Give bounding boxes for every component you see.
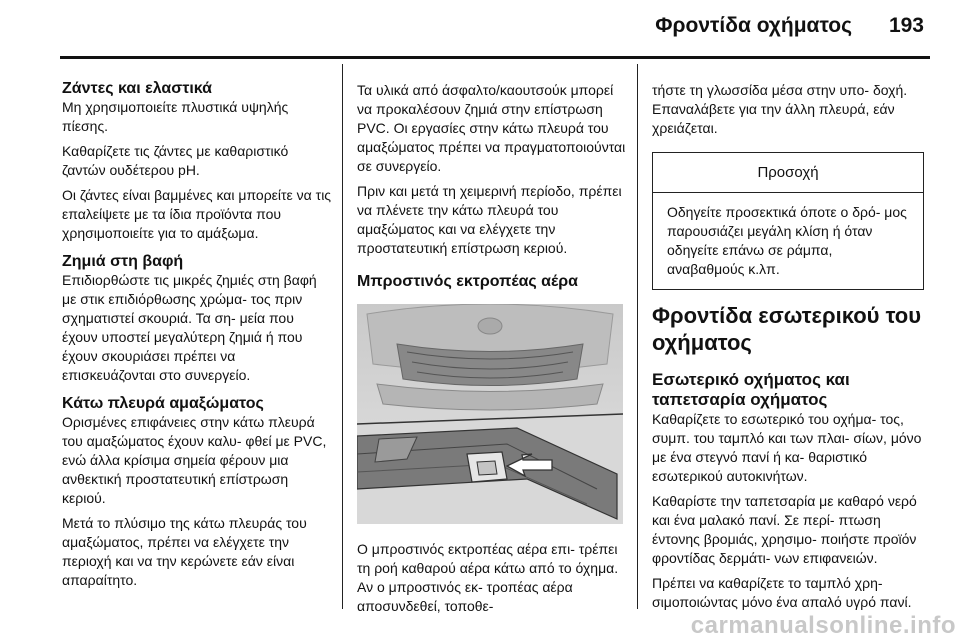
section-title-paint: Ζημιά στη βαφή: [62, 253, 184, 270]
header-rule: [60, 56, 930, 59]
watermark: carmanualsonline.info: [690, 612, 956, 639]
paragraph: Ορισμένες επιφάνειες στην κάτω πλευρά του αμαξώματος έχουν καλυ- φθεί με PVC, ενώ άλλα κρίσιμα σημεία φέρουν μια ανθεκτική προστατευτική επίστρωση κεριού.: [62, 414, 327, 506]
column-3: [652, 64, 924, 618]
paragraph: Καθαρίστε την ταπετσαρία με καθαρό νερό και ένα μαλακό πανί. Σε περί- πτωση έντονης βρομιάς, χρησιμο- ποιήστε προϊόν φροντίδας δερμάτι- νων επιφανειών.: [652, 493, 917, 566]
page-number: 193: [888, 14, 924, 37]
column-divider: [637, 64, 638, 609]
air-deflector-figure: [357, 304, 623, 524]
page-header: [0, 0, 960, 60]
paragraph: Πρέπει να καθαρίζετε το ταμπλό χρη- σιμοποιώντας μόνο ένα απαλό υγρό πανί.: [652, 575, 912, 610]
section-title-wheels: Ζάντες και ελαστικά: [62, 80, 213, 97]
paragraph: Μη χρησιμοποιείτε πλυστικά υψηλής πίεσης.: [62, 99, 289, 134]
section-title-interior: Εσωτερικό οχήματος και ταπετσαρία οχήματος: [652, 370, 850, 409]
paragraph: Οι ζάντες είναι βαμμένες και μπορείτε να τις επαλείψετε με τα ίδια προϊόντα που χρησιμοποιείτε για το αμάξωμα.: [62, 187, 332, 241]
caution-box: [652, 152, 924, 290]
column-2: [357, 64, 627, 622]
paragraph: Ο μπροστινός εκτροπέας αέρα επι- τρέπει τη ροή καθαρού αέρα κάτω από το όχημα. Αν ο μπροστινός εκ- τροπέας αέρα αποσυνδεθεί, τοποθε-: [357, 541, 619, 614]
column-divider: [342, 64, 343, 609]
column-1: [62, 64, 332, 596]
paragraph: Επιδιορθώστε τις μικρές ζημιές στη βαφή με στικ επιδιόρθωσης χρώμα- τος πριν σχηματιστεί σκουριά. Τα ση- μεία που έχουν υποστεί μεγαλύτερη ζημιά ή που έχουν σκουριάσει πρέπει να επισκευάζονται στο συνεργείο.: [62, 272, 317, 383]
paragraph: Καθαρίζετε το εσωτερικό του οχήμα- τος, συμπ. του ταμπλό και των πλαι- σίων, μόνο με ένα στεγνό πανί ή κα- θαριστικό εσωτερικού αυτοκινήτων.: [652, 411, 922, 484]
paragraph: Καθαρίζετε τις ζάντες με καθαριστικό ζαντών ουδέτερου pH.: [62, 143, 289, 178]
air-deflector-illustration: [357, 304, 623, 524]
running-title: Φροντίδα οχήματος: [655, 14, 852, 37]
paragraph: τήστε τη γλωσσίδα μέσα στην υπο- δοχή. Επαναλάβετε για την άλλη πλευρά, εάν χρειάζεται.: [652, 82, 908, 136]
caution-title: Προσοχή: [653, 153, 923, 193]
paragraph: Τα υλικά από άσφαλτο/καουτσούκ μπορεί να προκαλέσουν ζημιά στην επίστρωση PVC. Οι εργασίες στην κάτω πλευρά του αμαξώματος πρέπει να πραγματοποιούνται σε συνεργείο.: [357, 82, 626, 174]
caution-text: Οδηγείτε προσεκτικά όποτε ο δρό- μος παρουσιάζει μεγάλη κλίση ή όταν οδηγείτε επάνω σε ράμπα, αναβαθμούς κ.λπ.: [667, 204, 907, 277]
paragraph: Μετά το πλύσιμο της κάτω πλευράς του αμαξώματος, πρέπει να ελέγχετε την περιοχή και να την κερώνετε εάν είναι απαραίτητο.: [62, 515, 307, 588]
chapter-title-interior-care: Φροντίδα εσωτερικού του οχήματος: [652, 303, 922, 355]
section-title-air-deflector: Μπροστινός εκτροπέας αέρα: [357, 273, 578, 290]
paragraph: Πριν και μετά τη χειμερινή περίοδο, πρέπει να πλένετε την κάτω πλευρά του αμαξώματος και να ελέγχετε την προστατευτική επίστρωση κεριού.: [357, 183, 622, 256]
section-title-underbody: Κάτω πλευρά αμαξώματος: [62, 395, 264, 412]
